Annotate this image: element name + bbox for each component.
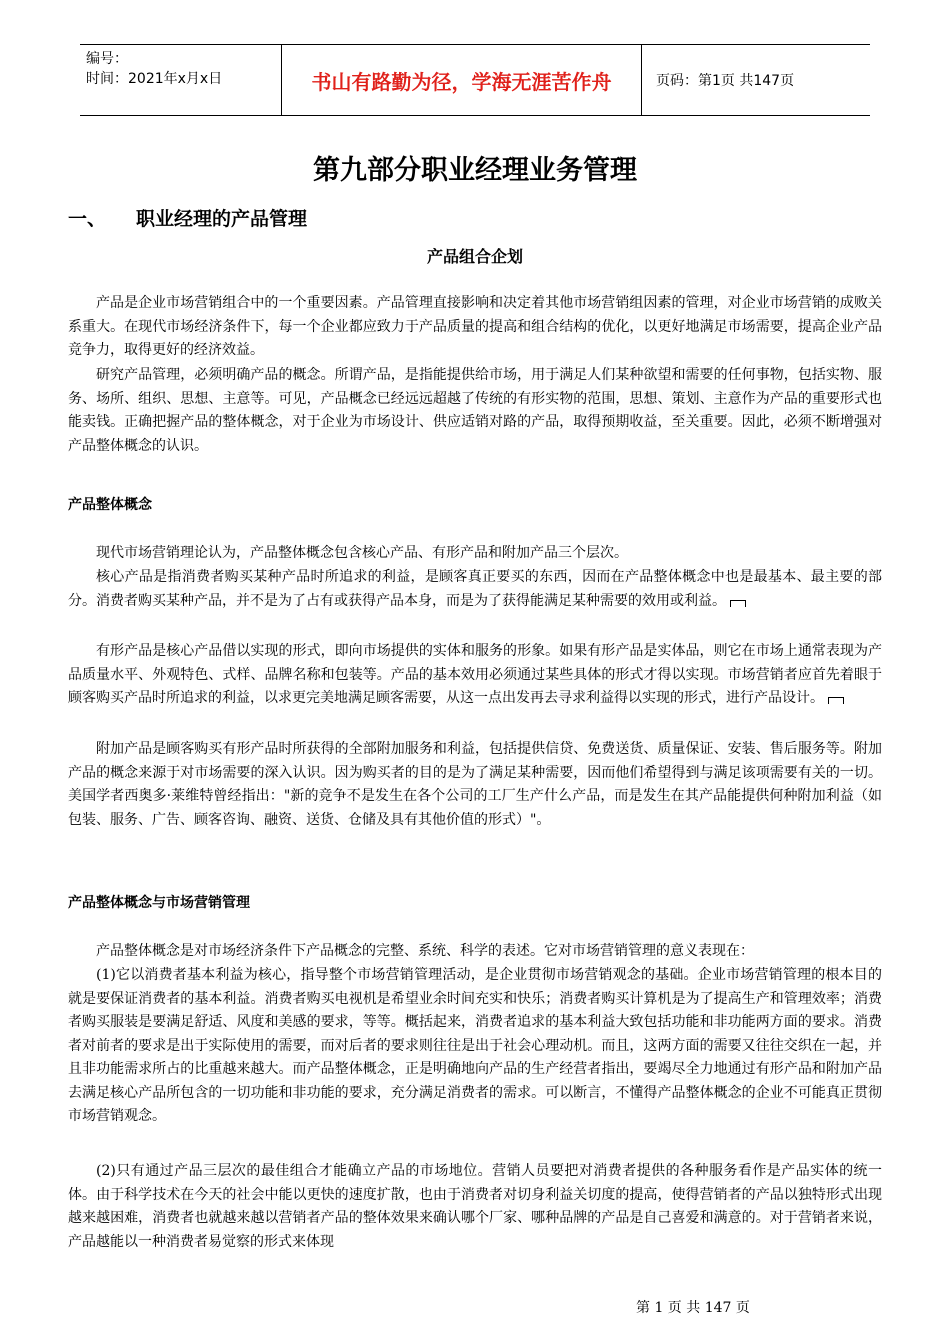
header-meta-cell <box>80 45 282 115</box>
marketing-paragraph-3: (2)只有通过产品三层次的最佳组合才能确立产品的市场地位。营销人员要把对消费者提供的各种服务看作是产品实体的统一体。由于科学技术在今天的社会中能以更快的速度扩散，也由于消费者对切身利益关切度的提高，使得营销者的产品以独特形式出现越来越困难，消费者也就越来越以营销者产品的整体效果来确认哪个厂家、哪种品牌的产品是自己喜爱和满意的。对于营销者来说，产品越能以一种消费者易觉察的形式来体现 <box>68 1163 882 1250</box>
page-footer: 第 1 页 共 147 页 <box>636 1300 750 1316</box>
section-number: 一、 <box>68 208 107 230</box>
section-title: 职业经理的产品管理 <box>136 208 308 230</box>
intro-paragraph-2: 研究产品管理，必须明确产品的概念。所谓产品，是指能提供给市场，用于满足人们某种欲望和需要的任何事物，包括实物、服务、场所、组织、思想、主意等。可见，产品概念已经远远超越了传统的有形实物的范围，思想、策划、主意作为产品的重要形式也能卖钱。正确把握产品的整体概念，对于企业为市场设计、供应适销对路的产品，取得预期收益，至关重要。因此，必须不断增强对产品整体概念的认识。 <box>68 367 882 454</box>
concept-paragraph-2-text: 核心产品是指消费者购买某种产品时所追求的利益，是顾客真正要买的东西，因而在产品整体概念中也是最基本、最主要的部分。消费者购买某种产品，并不是为了占有或获得产品本身，而是为了获得能满足某种需要的效用或利益。 <box>68 569 882 609</box>
heading-concept-marketing: 产品整体概念与市场营销管理 <box>68 895 250 911</box>
serial-label: 编号： <box>86 51 128 67</box>
section-heading <box>68 204 307 231</box>
intro-paragraph-1: 产品是企业市场营销组合中的一个重要因素。产品管理直接影响和决定着其他市场营销组因素的管理，对企业市场营销的成败关系重大。在现代市场经济条件下，每一个企业都应致力于产品质量的提高和组合结构的优化，以更好地满足市场需要，提高企业产品竞争力，取得更好的经济效益。 <box>68 295 882 358</box>
edit-mark-icon <box>828 697 844 704</box>
header-motto: 书山有路勤为径，学海无涯苦作舟 <box>282 45 642 115</box>
concept-paragraph-3-text: 有形产品是核心产品借以实现的形式，即向市场提供的实体和服务的形象。如果有形产品是实体品，则它在市场上通常表现为产品质量水平、外观特色、式样、品牌名称和包装等。产品的基本效用必须通过某些具体的形式才得以实现。市场营销者应首先着眼于顾客购买产品时所追求的利益，以求更完美地满足顾客需要，从这一点出发再去寻求利益得以实现的形式，进行产品设计。 <box>68 643 882 706</box>
concept-paragraph-3 <box>68 640 882 711</box>
marketing-paragraph-2: (1)它以消费者基本利益为核心，指导整个市场营销管理活动，是企业贯彻市场营销观念的基础。企业市场营销管理的根本目的就是要保证消费者的基本利益。消费者购买电视机是希望业余时间充实和快乐；消费者购买计算机是为了提高生产和管理效率；消费者购买服装是要满足舒适、风度和美感的要求，等等。概括起来，消费者追求的基本利益大致包括功能和非功能两方面的要求。消费者对前者的要求是出于实际使用的需要，而对后者的要求则往往是出于社会心理动机。而且，这两方面的需要又往往交织在一起，并且非功能需求所占的比重越来越大。而产品整体概念，正是明确地向产品的生产经营者指出，要竭尽全力地通过有形产品和附加产品去满足核心产品所包含的一切功能和非功能的要求，充分满足消费者的需求。可以断言，不懂得产品整体概念的企业不可能真正贯彻市场营销观念。 <box>68 967 882 1124</box>
heading-product-concept: 产品整体概念 <box>68 497 152 513</box>
concept-paragraph-1: 现代市场营销理论认为，产品整体概念包含核心产品、有形产品和附加产品三个层次。 <box>96 545 628 561</box>
edit-mark-icon <box>730 600 746 607</box>
concept-paragraph-4: 附加产品是顾客购买有形产品时所获得的全部附加服务和利益，包括提供信贷、免费送货、质量保证、安装、售后服务等。附加产品的概念来源于对市场需要的深入认识。因为购买者的目的是为了满足某种需要，因而他们希望得到与满足该项需要有关的一切。美国学者西奥多·莱维特曾经指出："新的竞争不是发生在各个公司的工厂生产什么产品，而是发生在其产品能提供何种附加利益（如包装、服务、广告、顾客咨询、融资、送货、仓储及具有其他价值的形式）"。 <box>68 741 882 828</box>
header-table <box>80 44 870 116</box>
date-label: 时间：2021年x月x日 <box>86 71 223 87</box>
subtitle: 产品组合企划 <box>426 247 523 266</box>
document-title: 第九部分职业经理业务管理 <box>313 155 637 186</box>
marketing-paragraph-1: 产品整体概念是对市场经济条件下产品概念的完整、系统、科学的表述。它对市场营销管理的意义表现在： <box>96 943 754 959</box>
header-page-info: 页码：第1页 共147页 <box>656 73 795 89</box>
concept-paragraph-2 <box>68 566 882 613</box>
